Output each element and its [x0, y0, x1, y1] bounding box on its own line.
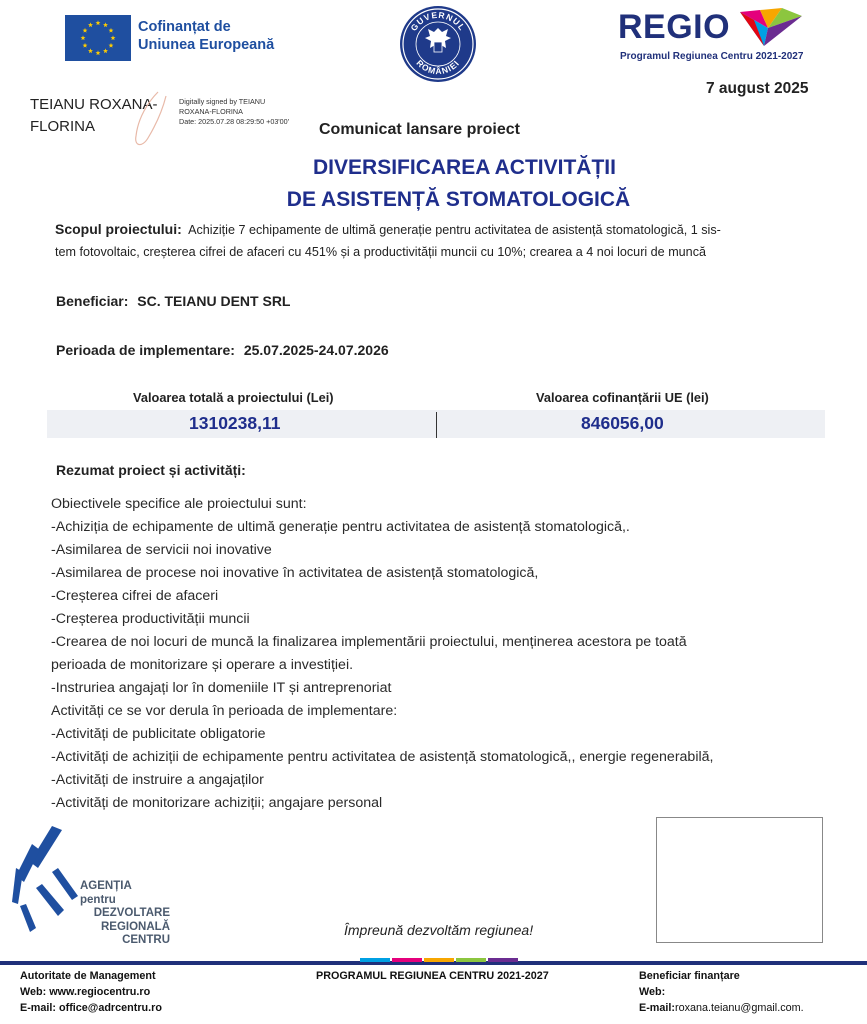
- scope-label: Scopul proiectului:: [55, 221, 182, 237]
- motto: Împreună dezvoltăm regiunea!: [344, 922, 534, 938]
- eu-flag-logo: [65, 15, 131, 61]
- signature-details-line1: Digitally signed by TEIANU: [179, 97, 266, 106]
- adr-centru-text: [80, 880, 170, 948]
- beneficiary-logo-placeholder: [656, 817, 823, 943]
- summary-title: Rezumat proiect și activități:: [56, 462, 246, 478]
- total-value-label: Valoarea totală a proiectului (Lei): [133, 390, 334, 405]
- footer-color-bar: [0, 955, 867, 963]
- adr-line3: REGIONALĂ: [101, 920, 170, 933]
- period-label: Perioada de implementare:: [56, 342, 235, 358]
- eu-cofinance-value: 846056,00: [581, 413, 664, 433]
- eu-cofinance-value-label: Valoarea cofinanțării UE (lei): [536, 390, 709, 405]
- summary-line: Obiectivele specifice ale proiectului sunt:: [51, 496, 307, 512]
- summary-line: -Instruriea angajați lor în domeniile IT și antreprenoriat: [51, 680, 392, 696]
- summary-line: -Crearea de noi locuri de muncă la finalizarea implementării proiectului, menținerea acestora pe toată: [51, 634, 687, 650]
- footer-col2-title: PROGRAMUL REGIUNEA CENTRU 2021-2027: [316, 970, 549, 982]
- signature-details-line3: Date: 2025.07.28 08:29:50 +03'00': [179, 117, 290, 126]
- summary-line: -Asimilarea de procese noi inovative în activitatea de asistență stomatologică,: [51, 565, 539, 581]
- summary-line: -Asimilarea de servicii noi inovative: [51, 542, 272, 558]
- summary-line: -Activități de achiziții de echipamente pentru activitatea de asistență stomatologică,, energie regenerabilă,: [51, 749, 714, 765]
- beneficiary-row: [56, 293, 290, 311]
- adr-line2: DEZVOLTARE: [93, 907, 170, 919]
- summary-line: -Creșterea productivității muncii: [51, 611, 250, 627]
- footer-col3-email-label: E-mail:: [639, 1002, 675, 1014]
- period-value: 25.07.2025-24.07.2026: [243, 342, 389, 358]
- beneficiary-label: Beneficiar:: [56, 293, 129, 309]
- signature-scribble-icon: [128, 88, 178, 150]
- total-value: 1310238,11: [189, 413, 281, 433]
- regio-program-name: Programul Regiunea Centru 2021-2027: [620, 51, 804, 62]
- scope-text-line1: Achiziție 7 echipamente de ultimă generație pentru activitatea de asistență stomatologică, 1 sis-: [188, 223, 721, 237]
- signer-name-line2: FLORINA: [30, 118, 96, 135]
- project-scope: [55, 218, 825, 263]
- summary-line: -Activități de instruire a angajaților: [51, 772, 264, 788]
- footer-col3-web-label: Web:: [639, 986, 666, 998]
- project-title-line2: DE ASISTENȚĂ STOMATOLOGICĂ: [286, 188, 631, 211]
- footer-managing-authority: [20, 968, 162, 1016]
- signature-details: [179, 97, 289, 127]
- footer-col1-web-label: Web:: [20, 986, 47, 998]
- footer-program: [316, 968, 549, 984]
- regio-logo-shape: [738, 6, 804, 48]
- eu-text-line1: Cofinanțat de: [138, 19, 231, 35]
- document-date: 7 august 2025: [706, 80, 809, 97]
- eu-text-line2: Uniunea Europeană: [138, 37, 275, 53]
- footer-col1-title: Autoritate de Management: [20, 970, 156, 982]
- signer-name-line1: TEIANU ROXANA-: [30, 96, 158, 113]
- beneficiary-value: SC. TEIANU DENT SRL: [137, 293, 291, 309]
- summary-line: -Activități de publicitate obligatorie: [51, 726, 266, 742]
- footer-col3-email[interactable]: roxana.teianu@gmail.com.: [675, 1002, 804, 1014]
- summary-line: -Creșterea cifrei de afaceri: [51, 588, 219, 604]
- government-seal-logo: [398, 4, 478, 84]
- values-divider: [436, 412, 437, 438]
- adr-line4: CENTRU: [122, 934, 170, 946]
- summary-line: -Activități de monitorizare achiziții; angajare personal: [51, 795, 383, 811]
- summary-text: [51, 493, 821, 815]
- footer-beneficiary: [639, 968, 804, 1016]
- scope-text-line2: tem fotovoltaic, creșterea cifrei de afaceri cu 451% și a productivității muncii cu 10%; crearea a 4 noi locuri de muncă: [55, 245, 706, 259]
- regio-logo-word: REGIO: [618, 8, 731, 46]
- footer-col3-title: Beneficiar finanțare: [639, 970, 740, 982]
- summary-line: -Achiziția de echipamente de ultimă generație pentru activitatea de asistență stomatologică,.: [51, 519, 630, 535]
- footer-col1-email-label: E-mail:: [20, 1002, 56, 1014]
- project-title-line1: DIVERSIFICAREA ACTIVITĂȚII: [313, 156, 616, 179]
- footer-col1-email[interactable]: office@adrcentru.ro: [59, 1002, 162, 1014]
- footer-col1-web[interactable]: www.regiocentru.ro: [49, 986, 151, 998]
- document-type: Comunicat lansare proiect: [319, 121, 520, 138]
- summary-line: perioada de monitorizare și operare a investiției.: [51, 657, 354, 673]
- summary-line: Activități ce se vor derula în perioada de implementare:: [51, 703, 398, 719]
- signature-details-line2: ROXANA-FLORINA: [179, 107, 243, 116]
- seal-text-bottom: ROMÂNIEI: [414, 57, 462, 77]
- seal-text-top: GUVERNUL: [408, 9, 468, 33]
- adr-line1: AGENȚIA pentru: [80, 880, 132, 906]
- eu-cofinance-text: [138, 18, 274, 54]
- implementation-period-row: [56, 342, 389, 360]
